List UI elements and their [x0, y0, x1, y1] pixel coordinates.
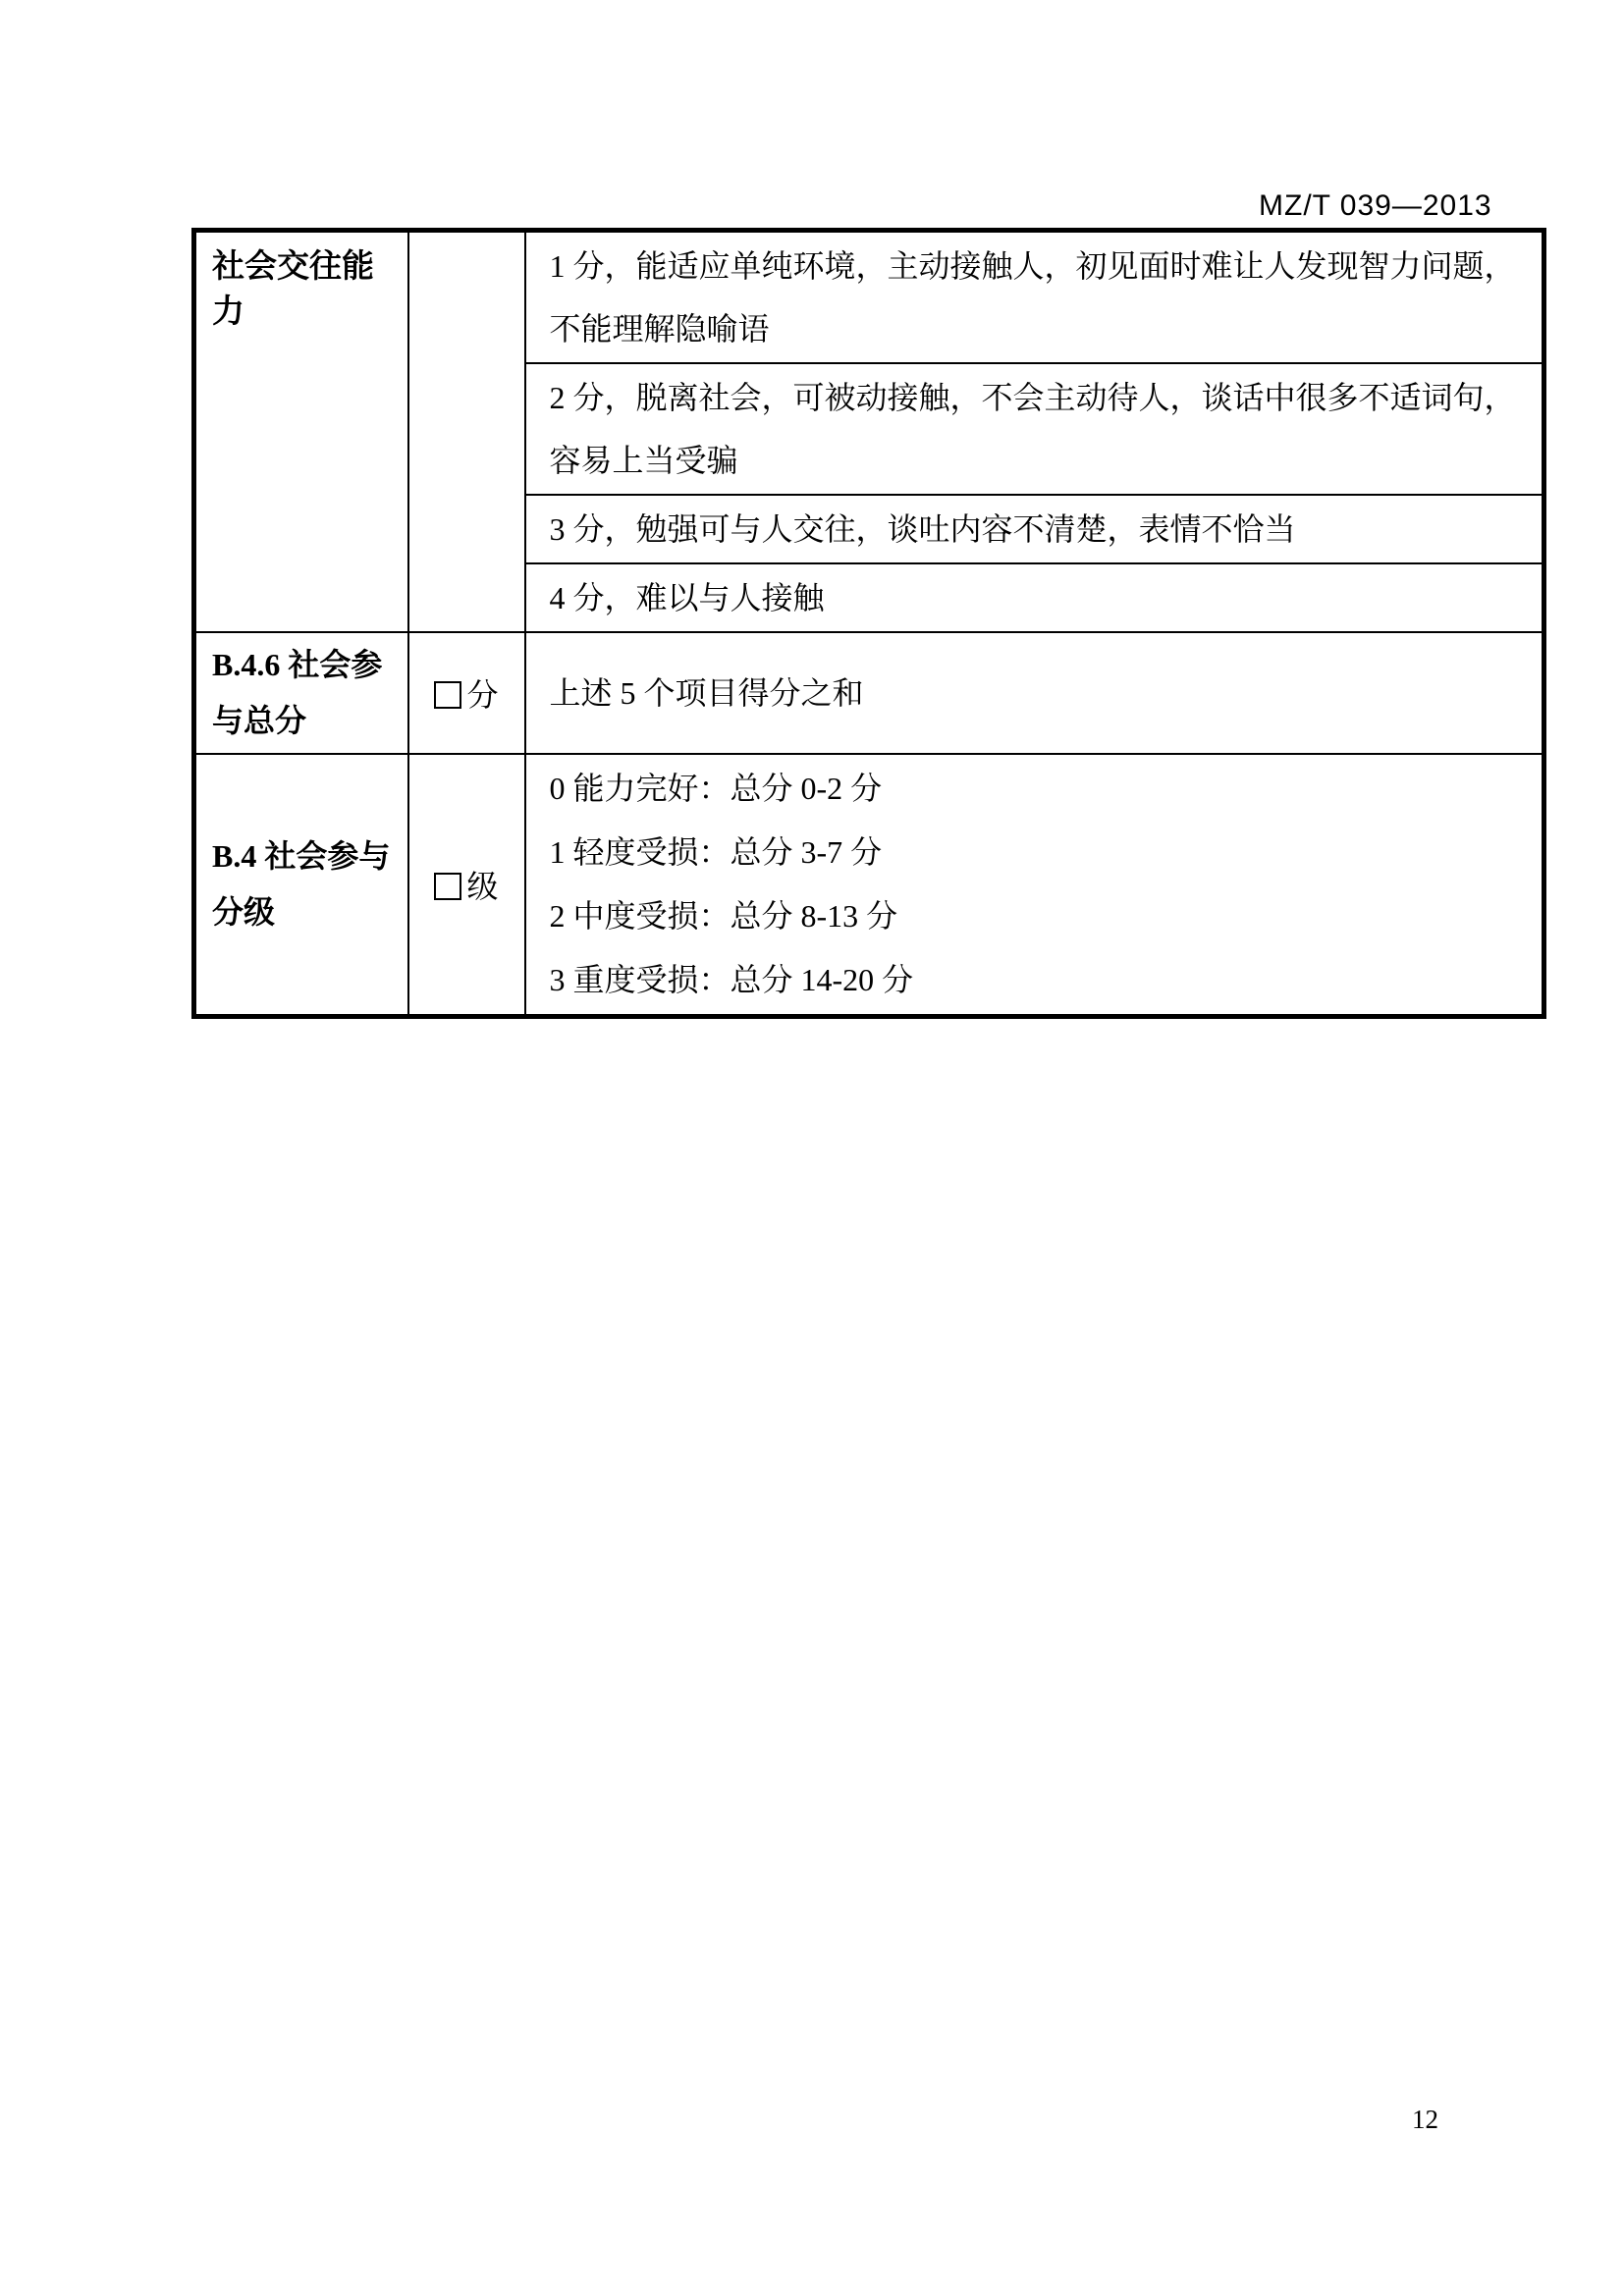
grading-level-2: 2 中度受损：总分 8-13 分 — [549, 898, 898, 934]
total-score-cell — [408, 632, 525, 754]
grading-label-cell: B.4 社会参与分级 — [194, 754, 408, 1017]
assessment-table — [191, 228, 1546, 1019]
grade-checkbox — [434, 873, 461, 900]
item-label-cell: 社会交往能力 — [194, 231, 408, 633]
grading-row — [194, 754, 1544, 1017]
grading-level-0: 0 能力完好：总分 0-2 分 — [549, 771, 883, 806]
score-option-2: 2 分，脱离社会，可被动接触，不会主动待人，谈话中很多不适词句，容易上当受骗 — [525, 363, 1544, 495]
item-score-cell — [408, 231, 525, 633]
score-checkbox — [434, 681, 461, 709]
total-description: 上述 5 个项目得分之和 — [525, 632, 1544, 754]
doc-code-header: MZ/T 039—2013 — [1259, 189, 1492, 222]
page-number: 12 — [1412, 2105, 1438, 2134]
grade-checkbox-unit: 级 — [466, 869, 499, 904]
total-label-cell: B.4.6 社会参与总分 — [194, 632, 408, 754]
grading-score-cell — [408, 754, 525, 1017]
score-option-3: 3 分，勉强可与人交往，谈吐内容不清楚，表情不恰当 — [525, 495, 1544, 563]
grading-level-1: 1 轻度受损：总分 3-7 分 — [549, 834, 883, 870]
score-checkbox-unit: 分 — [466, 677, 499, 713]
score-option-4: 4 分，难以与人接触 — [525, 563, 1544, 632]
score-option-1: 1 分，能适应单纯环境，主动接触人，初见面时难让人发现智力问题，不能理解隐喻语 — [525, 231, 1544, 364]
grading-levels-cell — [525, 754, 1544, 1017]
grading-level-3: 3 重度受损：总分 14-20 分 — [549, 962, 914, 997]
table-row — [194, 231, 1544, 364]
total-score-row — [194, 632, 1544, 754]
